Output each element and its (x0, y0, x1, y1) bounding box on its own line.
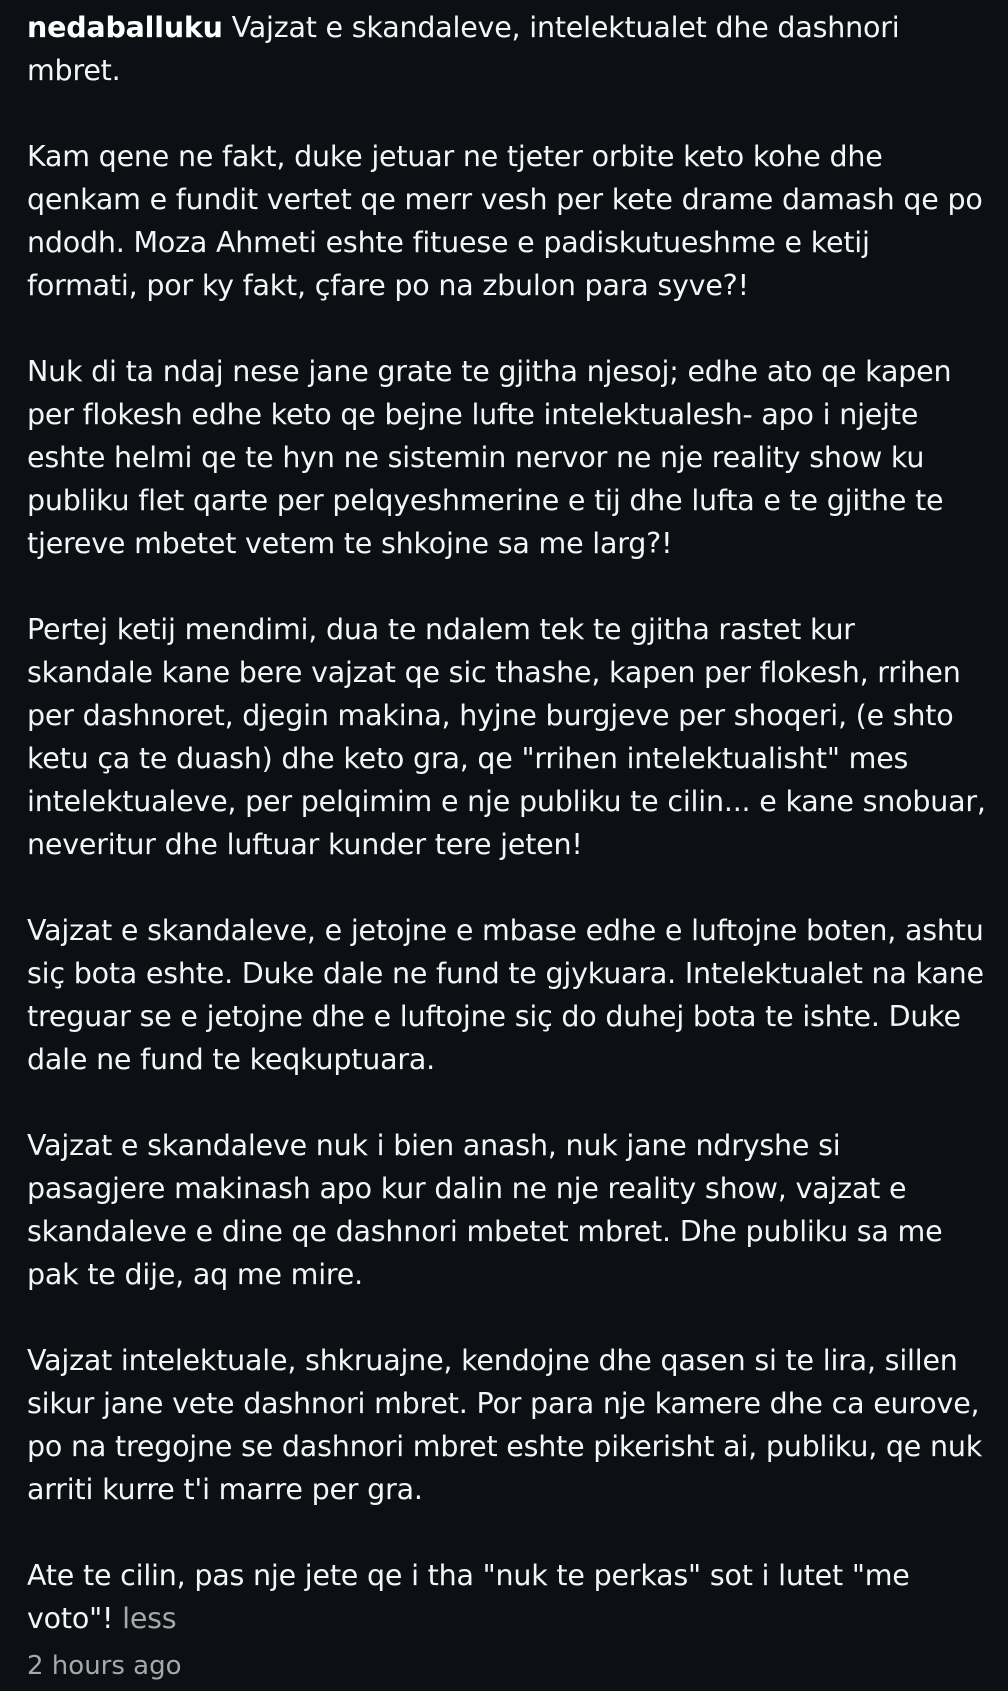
caption-paragraph: Nuk di ta ndaj nese jane grate te gjitha njesoj; edhe ato qe kapen per flokesh edhe keto qe bejne lufte intelektualesh- apo i njejte eshte helmi qe te hyn ne sistemin nervor ne nje reality show ku publiku flet qarte per pelqyeshmerine e tij dhe lufta e te gjithe te tjereve mbetet vetem te shkojne sa me larg?! (27, 355, 952, 560)
caption-paragraph-last (27, 1554, 987, 1640)
less-button[interactable]: less (122, 1602, 177, 1635)
post-caption (27, 6, 987, 1640)
caption-paragraph: Pertej ketij mendimi, dua te ndalem tek te gjitha rastet kur skandale kane bere vajzat qe sic thashe, kapen per flokesh, rrihen per dashnoret, djegin makina, hyjne burgjeve per shoqeri, (e shto ketu ça te duash) dhe keto gra, qe "rrihen intelektualisht" mes intelektualeve, per pelqimim e nje publiku te cilin... e kane snobuar, neveritur dhe luftuar kunder tere jeten! (27, 613, 986, 861)
caption-text: Ate te cilin, pas nje jete qe i tha "nuk te perkas" sot i lutet "me voto"! (27, 1559, 910, 1635)
username-link[interactable]: nedaballuku (27, 11, 223, 44)
caption-paragraph: Vajzat e skandaleve, e jetojne e mbase edhe e luftojne boten, ashtu siç bota eshte. Duke dale ne fund te gjykuara. Intelektualet na kane treguar se e jetojne dhe e luftojne siç do duhej bota te ishte. Duke dale ne fund te keqkuptuara. (27, 914, 984, 1076)
caption-paragraph: Kam qene ne fakt, duke jetuar ne tjeter orbite keto kohe dhe qenkam e fundit vertet qe merr vesh per kete drame damash qe po ndodh. Moza Ahmeti eshte fituese e padiskutueshme e ketij formati, por ky fakt, çfare po na zbulon para syve?! (27, 140, 983, 302)
post-timestamp: 2 hours ago (27, 1651, 182, 1681)
caption-paragraph-title (27, 6, 987, 92)
caption-paragraph: Vajzat e skandaleve nuk i bien anash, nuk jane ndryshe si pasagjere makinash apo kur dalin ne nje reality show, vajzat e skandaleve e dine qe dashnori mbetet mbret. Dhe publiku sa me pak te dije, aq me mire. (27, 1129, 943, 1291)
caption-paragraph: Vajzat intelektuale, shkruajne, kendojne dhe qasen si te lira, sillen sikur jane vete dashnori mbret. Por para nje kamere dhe ca eurove, po na tregojne se dashnori mbret eshte pikerisht ai, publiku, qe nuk arriti kurre t'i marre per gra. (27, 1344, 983, 1506)
caption-text: Vajzat e skandaleve, intelektualet dhe dashnori mbret. (27, 11, 900, 87)
